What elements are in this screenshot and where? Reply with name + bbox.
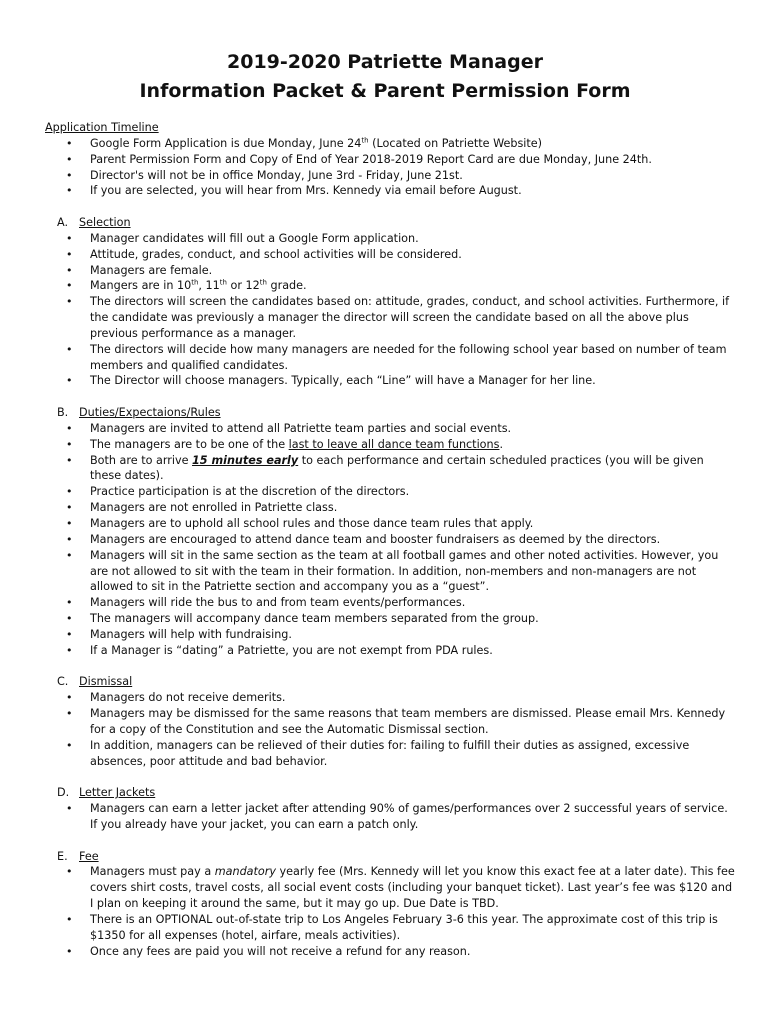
list-item: • Managers do not receive demerits. bbox=[45, 690, 735, 706]
underlined-text: last to leave all dance team functions bbox=[288, 437, 500, 451]
item-text: yearly fee (Mrs. Kennedy will let you know this exact fee at a later date). This fee covers shirt costs, travel costs, all social event costs (including your banquet ticket). Last year’s fee was $120 and I plan on keeping it around the same, but it may go up. Due Date is TBD. bbox=[90, 865, 735, 911]
section-list bbox=[45, 801, 735, 833]
title-line-2: Information Packet & Parent Permission Form bbox=[139, 80, 631, 102]
list-item: • Managers are to uphold all school rules and those dance team rules that apply. bbox=[45, 516, 735, 532]
list-item: • If a Manager is “dating” a Patriette, you are not exempt from PDA rules. bbox=[45, 643, 735, 659]
item-text: to each performance and certain scheduled practices (you will be given these dates). bbox=[90, 453, 704, 483]
section-title: Duties/Expectaions/Rules bbox=[79, 406, 221, 420]
section-heading bbox=[45, 405, 735, 421]
list-item bbox=[45, 864, 735, 912]
section-heading bbox=[45, 785, 735, 801]
section-letter: A. bbox=[57, 216, 69, 230]
section-letter: C. bbox=[57, 675, 69, 689]
list-item: • Managers will sit in the same section as the team at all football games and other noted activities. However, you are not allowed to sit with the team in their formation. In addition, non-members and non-managers are not allowed to sit in the Patriette section and accompany you as a “guest”. bbox=[45, 548, 735, 596]
section-fee bbox=[45, 849, 735, 960]
list-item: • Attitude, grades, conduct, and school activities will be considered. bbox=[45, 247, 735, 263]
list-item: • Managers may be dismissed for the same reasons that team members are dismissed. Please email Mrs. Kennedy for a copy of the Constitution and see the Automatic Dismissal section. bbox=[45, 706, 735, 738]
item-text: or 12 bbox=[226, 279, 260, 293]
item-text: Managers must pay a bbox=[90, 865, 215, 879]
list-item: • There is an OPTIONAL out-of-state trip to Los Angeles February 3-6 this year. The approximate cost of this trip is $1350 for all expenses (hotel, airfare, meals activities). bbox=[45, 912, 735, 944]
section-title: Selection bbox=[79, 216, 131, 230]
list-item: • Managers are encouraged to attend dance team and booster fundraisers as deemed by the directors. bbox=[45, 532, 735, 548]
list-item: • In addition, managers can be relieved of their duties for: failing to fulfill their duties as assigned, excessive absences, poor attitude and bad behavior. bbox=[45, 738, 735, 770]
section-list bbox=[45, 864, 735, 959]
section-letter-jackets bbox=[45, 785, 735, 833]
superscript: th bbox=[259, 278, 267, 287]
section-list bbox=[45, 231, 735, 389]
section-title: Fee bbox=[79, 849, 99, 863]
list-item: • If you are selected, you will hear from Mrs. Kennedy via email before August. bbox=[45, 183, 735, 199]
section-letter: E. bbox=[57, 849, 68, 863]
list-item: • Parent Permission Form and Copy of End of Year 2018-2019 Report Card are due Monday, June 24th. bbox=[45, 152, 735, 168]
section-heading bbox=[45, 215, 735, 231]
list-item bbox=[45, 453, 735, 485]
timeline-list bbox=[45, 136, 735, 199]
item-text: (Located on Patriette Website) bbox=[368, 136, 543, 150]
item-text: , 11 bbox=[198, 279, 220, 293]
section-heading bbox=[45, 849, 735, 865]
list-item: • The directors will decide how many managers are needed for the following school year based on number of team members and qualified candidates. bbox=[45, 342, 735, 374]
title-line-1: 2019-2020 Patriette Manager bbox=[227, 51, 543, 73]
list-item: • Practice participation is at the discretion of the directors. bbox=[45, 484, 735, 500]
superscript: th bbox=[191, 278, 199, 287]
list-item: • Managers will ride the bus to and from team events/performances. bbox=[45, 595, 735, 611]
emphasized-text: 15 minutes early bbox=[192, 453, 299, 467]
list-item: • Managers are not enrolled in Patriette class. bbox=[45, 500, 735, 516]
list-item: • The Director will choose managers. Typically, each “Line” will have a Manager for her line. bbox=[45, 373, 735, 389]
item-text: . bbox=[499, 437, 504, 451]
list-item: • Manager candidates will fill out a Google Form application. bbox=[45, 231, 735, 247]
section-title: Letter Jackets bbox=[79, 786, 156, 800]
list-item: • Managers can earn a letter jacket after attending 90% of games/performances over 2 successful years of service. If you already have your jacket, you can earn a patch only. bbox=[45, 801, 735, 833]
superscript: th bbox=[219, 278, 227, 287]
section-list bbox=[45, 690, 735, 769]
item-text: Mangers are in 10 bbox=[90, 279, 192, 293]
section-list bbox=[45, 421, 735, 659]
section-heading bbox=[45, 674, 735, 690]
list-item: • Once any fees are paid you will not receive a refund for any reason. bbox=[45, 944, 735, 960]
list-item bbox=[45, 437, 735, 453]
document-body bbox=[45, 120, 735, 959]
list-item: • Managers are invited to attend all Patriette team parties and social events. bbox=[45, 421, 735, 437]
item-text: Google Form Application is due Monday, June 24 bbox=[90, 136, 362, 150]
list-item: • The directors will screen the candidates based on: attitude, grades, conduct, and school activities. Furthermore, if the candidate was previously a manager the director will screen the candidate based on all the above plus previous performance as a manager. bbox=[45, 294, 735, 342]
section-duties bbox=[45, 405, 735, 659]
list-item: • Managers will help with fundraising. bbox=[45, 627, 735, 643]
list-item bbox=[45, 136, 735, 152]
superscript: th bbox=[361, 136, 369, 145]
section-selection bbox=[45, 215, 735, 389]
item-text: Both are to arrive bbox=[90, 453, 193, 467]
item-text: grade. bbox=[266, 279, 307, 293]
section-letter: B. bbox=[57, 406, 69, 420]
list-item: • The managers will accompany dance team members separated from the group. bbox=[45, 611, 735, 627]
list-item bbox=[45, 278, 735, 294]
section-letter: D. bbox=[57, 786, 70, 800]
item-text: The managers are to be one of the bbox=[90, 437, 289, 451]
section-title: Dismissal bbox=[79, 675, 133, 689]
italic-text: mandatory bbox=[214, 865, 276, 879]
list-item: • Managers are female. bbox=[45, 263, 735, 279]
list-item: • Director's will not be in office Monday, June 3rd - Friday, June 21st. bbox=[45, 168, 735, 184]
section-dismissal bbox=[45, 674, 735, 769]
timeline-heading: Application Timeline bbox=[45, 121, 159, 134]
